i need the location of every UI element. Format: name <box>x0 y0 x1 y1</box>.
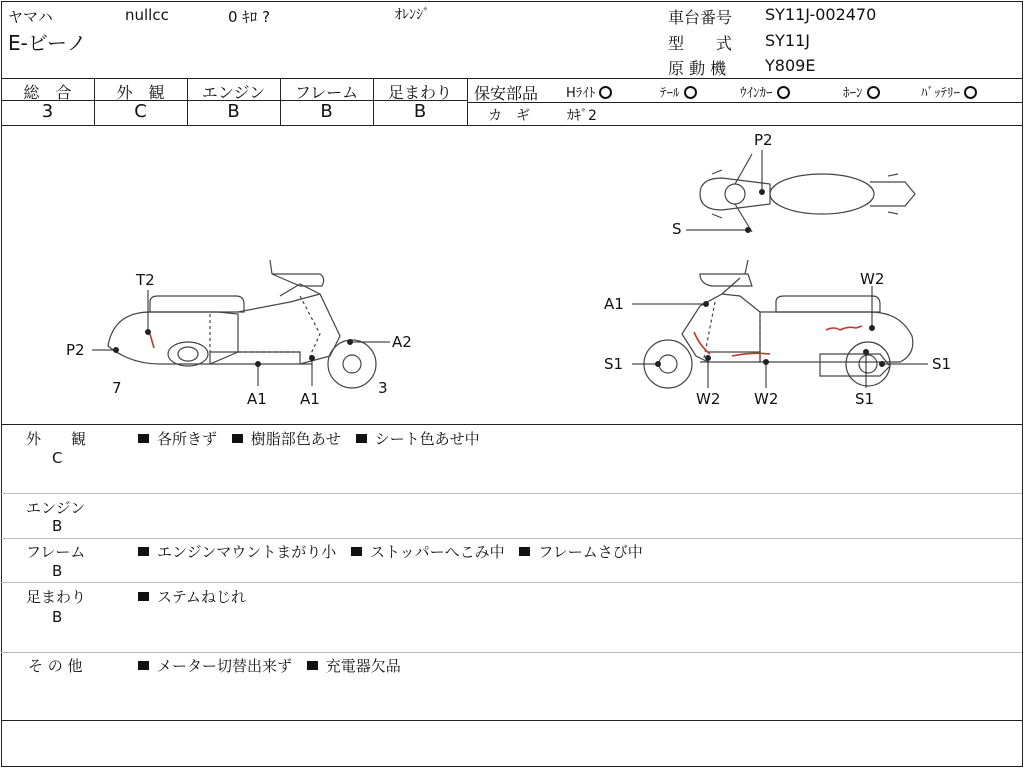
note-label-suspension: 足まわり <box>26 588 87 606</box>
ok-mark-icon <box>599 86 612 99</box>
grade-frame: B <box>320 101 333 122</box>
note-label-engine: エンジン <box>26 499 86 517</box>
frame-no-label: 車台番号 <box>668 8 733 27</box>
grade-suspension: B <box>413 101 427 122</box>
note-items-suspension: ステムねじれ <box>138 586 256 607</box>
engine-value: Y809E <box>765 56 816 75</box>
bullet-icon <box>138 434 149 443</box>
label-p2-left: P2 <box>66 341 85 359</box>
bullet-icon <box>351 547 362 556</box>
grade-exterior: C <box>134 101 147 122</box>
label-w2-b: W2 <box>754 390 779 408</box>
label-s1-left: S1 <box>604 355 624 373</box>
label-p2-top: P2 <box>754 131 773 149</box>
scooter-top-view <box>700 154 915 232</box>
model-name: E-ビーノ <box>8 31 87 55</box>
type-label: 型 式 <box>668 34 733 53</box>
note-label-exterior: 外 観 <box>26 430 87 448</box>
bullet-icon <box>232 434 243 443</box>
note-grade-frame: B <box>52 562 63 580</box>
note-items-other: メーター切替出来ず 充電器欠品 <box>138 655 411 676</box>
damage-diagram <box>0 126 1022 424</box>
note-items-frame: エンジンマウントまがり小 ストッパーへこみ中 フレームさび中 <box>138 541 653 562</box>
note-grade-suspension: B <box>52 608 63 626</box>
grade-engine: B <box>227 101 240 122</box>
label-s1-bottom: S1 <box>855 390 875 408</box>
mileage: 0 ｷﾛ ? <box>228 8 271 26</box>
bullet-icon <box>138 661 149 670</box>
grade-header-suspension: 足まわり <box>387 83 452 102</box>
safety-item-battery: ﾊﾞｯﾃﾘｰ <box>921 82 977 101</box>
note-label-frame: フレーム <box>26 543 86 561</box>
grade-header-exterior: 外 観 <box>116 83 165 102</box>
label-w2-a: W2 <box>696 390 721 408</box>
engine-label: 原 動 機 <box>668 59 727 78</box>
label-a1-right: A1 <box>604 295 624 313</box>
type-value: SY11J <box>765 31 811 50</box>
note-grade-exterior: C <box>52 449 63 467</box>
label-s-top: S <box>672 220 682 238</box>
ok-mark-icon <box>684 86 697 99</box>
safety-item-winker: ｳｲﾝｶｰ <box>740 82 790 101</box>
label-a1-left-a: A1 <box>247 390 267 408</box>
safety-item-headlight: Hﾗｲﾄ <box>566 82 612 101</box>
label-s1-right: S1 <box>932 355 952 373</box>
ok-mark-icon <box>964 86 977 99</box>
displacement: nullcc <box>125 6 169 24</box>
label-7: 7 <box>112 379 122 397</box>
bullet-icon <box>307 661 318 670</box>
bullet-icon <box>519 547 530 556</box>
label-3: 3 <box>378 379 388 397</box>
key-value: ｶｷﾞ2 <box>567 108 597 124</box>
grade-header-engine: エンジン <box>201 83 266 102</box>
label-a2: A2 <box>392 333 412 351</box>
frame-no: SY11J-002470 <box>765 5 877 24</box>
safety-item-tail: ﾃｰﾙ <box>660 82 697 101</box>
grade-header-frame: フレーム <box>294 83 359 102</box>
bullet-icon <box>138 547 149 556</box>
bullet-icon <box>138 592 149 601</box>
note-label-other: そ の 他 <box>28 657 83 675</box>
ok-mark-icon <box>777 86 790 99</box>
note-grade-engine: B <box>52 517 63 535</box>
label-w2-top: W2 <box>860 270 885 288</box>
note-items-exterior: 各所きず 樹脂部色あせ シート色あせ中 <box>138 428 490 449</box>
safety-label: 保安部品 <box>474 84 539 103</box>
maker: ヤマハ <box>8 8 53 26</box>
safety-item-horn: ﾎｰﾝ <box>843 82 880 101</box>
label-t2: T2 <box>136 271 155 289</box>
grade-overall: 3 <box>41 101 54 122</box>
ok-mark-icon <box>867 86 880 99</box>
color: ｵﾚﾝｼﾞ <box>395 7 430 23</box>
bullet-icon <box>356 434 367 443</box>
key-label: カ ギ <box>488 108 530 124</box>
label-a1-left-b: A1 <box>300 390 320 408</box>
grade-header-overall: 総 合 <box>23 83 72 102</box>
